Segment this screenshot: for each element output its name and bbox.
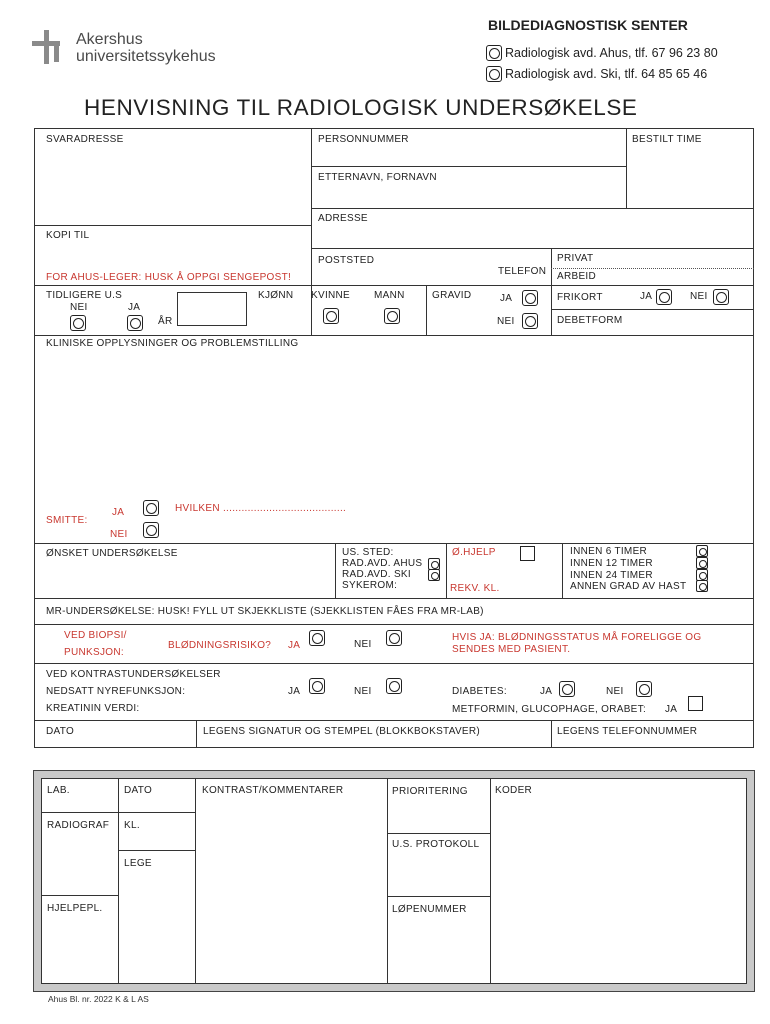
kliniske-field[interactable] [36, 352, 752, 492]
legens-signatur-field[interactable] [198, 738, 548, 746]
ohjelp-label: Ø.HJELP [452, 547, 496, 558]
kopi-til-field[interactable] [36, 242, 308, 264]
frikort-label: FRIKORT [557, 292, 603, 303]
sykerom-label: SYKEROM: [342, 580, 398, 591]
mr-label: MR-UNDERSØKELSE: HUSK! FYLL UT SKJEKKLISTE (SJEKKLISTEN FÅES FRA MR-LAB) [46, 606, 484, 617]
tidligere-ar-label: ÅR [158, 316, 173, 327]
hvis-ja-line1: HVIS JA: BLØDNINGSSTATUS MÅ FORELIGGE OG [452, 632, 702, 643]
annen-grad-radio[interactable] [696, 580, 708, 592]
svaradresse-field[interactable] [36, 146, 308, 222]
rad-ahus-label: RAD.AVD. AHUS [342, 558, 423, 569]
adresse-label: ADRESSE [318, 213, 368, 224]
kontrast-kommentarer-field[interactable] [197, 798, 385, 982]
us-sted-label: US. STED: [342, 547, 394, 558]
innen6-radio[interactable] [696, 545, 708, 557]
etternavn-label: ETTERNAVN, FORNAVN [318, 172, 437, 183]
legens-telefon-field[interactable] [553, 738, 752, 746]
location-ski-label: Radiologisk avd. Ski, tlf. 64 85 65 46 [505, 67, 708, 81]
kreatinin-label: KREATININ VERDI: [46, 703, 140, 714]
smitte-ja-label: JA [112, 507, 125, 518]
metformin-ja-label: JA [665, 704, 678, 715]
logo-text-line1: Akershus [76, 31, 143, 48]
dato-label: DATO [46, 726, 75, 737]
gravid-label: GRAVID [432, 290, 472, 301]
logo-mark-icon [30, 28, 70, 66]
blodning-ja-label: JA [288, 640, 301, 651]
tidligere-ar-field[interactable] [177, 292, 247, 326]
innen12-label: INNEN 12 TIMER [570, 558, 653, 569]
nyre-ja-radio[interactable] [309, 678, 325, 694]
personnummer-label: PERSONNUMMER [318, 134, 409, 145]
kl-label: KL. [124, 820, 140, 831]
kreatinin-field[interactable] [145, 700, 295, 714]
mann-label: MANN [374, 290, 405, 301]
nyre-nei-radio[interactable] [386, 678, 402, 694]
nyrefunksjon-label: NEDSATT NYREFUNKSJON: [46, 686, 186, 697]
mann-radio[interactable] [384, 308, 400, 324]
rad-ski-radio[interactable] [428, 569, 440, 581]
tidligere-nei-radio[interactable] [70, 315, 86, 331]
legens-telefon-label: LEGENS TELEFONNUMMER [557, 726, 698, 737]
innen6-label: INNEN 6 TIMER [570, 546, 648, 557]
bestilt-time-field[interactable] [628, 146, 752, 206]
ahus-sengepost-note: FOR AHUS-LEGER: HUSK Å OPPGI SENGEPOST! [46, 272, 292, 283]
arbeid-label: ARBEID [557, 271, 597, 282]
location-ahus-label: Radiologisk avd. Ahus, tlf. 67 96 23 80 [505, 46, 718, 60]
nyre-ja-label: JA [288, 686, 301, 697]
innen12-radio[interactable] [696, 557, 708, 569]
form-footer: Ahus Bl. nr. 2022 K & L AS [48, 994, 149, 1004]
frikort-ja-radio[interactable] [656, 289, 672, 305]
kvinne-label: KVINNE [311, 290, 351, 301]
poststed-label: POSTSTED [318, 255, 375, 266]
bestilt-time-label: BESTILT TIME [632, 134, 702, 145]
metformin-ja-checkbox[interactable] [688, 696, 703, 711]
kjonn-label: KJØNN [258, 290, 294, 301]
annen-grad-label: ANNEN GRAD AV HAST [570, 581, 687, 592]
telefon-label: TELEFON [498, 266, 547, 277]
gravid-nei-label: NEI [497, 316, 515, 327]
innen24-label: INNEN 24 TIMER [570, 570, 653, 581]
koder-field[interactable] [492, 798, 745, 982]
form-title: HENVISNING TIL RADIOLOGISK UNDERSØKELSE [84, 95, 638, 120]
privat-label: PRIVAT [557, 253, 594, 264]
center-title: BILDEDIAGNOSTISK SENTER [488, 17, 688, 33]
location-ski-radio[interactable] [486, 66, 502, 82]
blodning-ja-radio[interactable] [309, 630, 325, 646]
tidligere-ja-label: JA [128, 302, 141, 313]
kvinne-radio[interactable] [323, 308, 339, 324]
koder-label: KODER [495, 785, 533, 796]
lab-label: LAB. [47, 785, 70, 796]
us-protokoll-label: U.S. PROTOKOLL [392, 839, 480, 850]
gravid-ja-label: JA [500, 293, 513, 304]
poststed-field[interactable] [313, 267, 493, 283]
location-ahus-radio[interactable] [486, 45, 502, 61]
svaradresse-label: SVARADRESSE [46, 134, 124, 145]
debetform-label: DEBETFORM [557, 315, 623, 326]
rekv-kl-label: REKV. KL. [450, 583, 500, 594]
prioritering-label: PRIORITERING [392, 786, 468, 797]
rad-ski-label: RAD.AVD. SKI [342, 569, 411, 580]
tidligere-us-label: TIDLIGERE U.S [46, 290, 123, 301]
metformin-label: METFORMIN, GLUCOPHAGE, ORABET: [452, 704, 647, 715]
dato-field[interactable] [36, 738, 194, 746]
smitte-label: SMITTE: [46, 515, 88, 526]
tidligere-ja-radio[interactable] [127, 315, 143, 331]
diabetes-ja-radio[interactable] [559, 681, 575, 697]
legens-signatur-label: LEGENS SIGNATUR OG STEMPEL (BLOKKBOKSTAVER) [203, 726, 481, 737]
smitte-nei-label: NEI [110, 529, 128, 540]
frikort-nei-radio[interactable] [713, 289, 729, 305]
logo-text-line2: universitetssykehus [76, 48, 216, 65]
smitte-ja-radio[interactable] [143, 500, 159, 516]
hvilken-label: HVILKEN ........................................ [175, 503, 347, 514]
diabetes-nei-label: NEI [606, 686, 624, 697]
kopi-til-label: KOPI TIL [46, 230, 90, 241]
blodning-nei-radio[interactable] [386, 630, 402, 646]
lege-label: LEGE [124, 858, 152, 869]
frikort-nei-label: NEI [690, 291, 708, 302]
lab-dato-label: DATO [124, 785, 153, 796]
onsket-field[interactable] [36, 560, 332, 596]
personnummer-field[interactable] [313, 146, 623, 164]
adresse-field[interactable] [313, 225, 752, 246]
tidligere-nei-label: NEI [70, 302, 88, 313]
ohjelp-checkbox[interactable] [520, 546, 535, 561]
hvis-ja-line2: SENDES MED PASIENT. [452, 644, 571, 655]
gravid-ja-radio[interactable] [522, 290, 538, 306]
gravid-nei-radio[interactable] [522, 313, 538, 329]
onsket-label: ØNSKET UNDERSØKELSE [46, 548, 178, 559]
blodningsrisiko-label: BLØDNINGSRISIKO? [168, 640, 272, 651]
smitte-nei-radio[interactable] [143, 522, 159, 538]
biopsi-label-line1: VED BIOPSI/ [64, 630, 127, 641]
hospital-logo [30, 28, 240, 68]
kontrast-label: VED KONTRASTUNDERSØKELSER [46, 669, 221, 680]
nyre-nei-label: NEI [354, 686, 372, 697]
kontrast-kommentarer-label: KONTRAST/KOMMENTARER [202, 785, 344, 796]
etternavn-field[interactable] [313, 184, 623, 206]
diabetes-ja-label: JA [540, 686, 553, 697]
lopenummer-label: LØPENUMMER [392, 904, 467, 915]
frikort-ja-label: JA [640, 291, 653, 302]
diabetes-label: DIABETES: [452, 686, 507, 697]
diabetes-nei-radio[interactable] [636, 681, 652, 697]
kliniske-label: KLINISKE OPPLYSNINGER OG PROBLEMSTILLING [46, 338, 299, 349]
radiograf-label: RADIOGRAF [47, 820, 110, 831]
biopsi-label-line2: PUNKSJON: [64, 647, 124, 658]
hjelpepl-label: HJELPEPL. [47, 903, 103, 914]
blodning-nei-label: NEI [354, 639, 372, 650]
